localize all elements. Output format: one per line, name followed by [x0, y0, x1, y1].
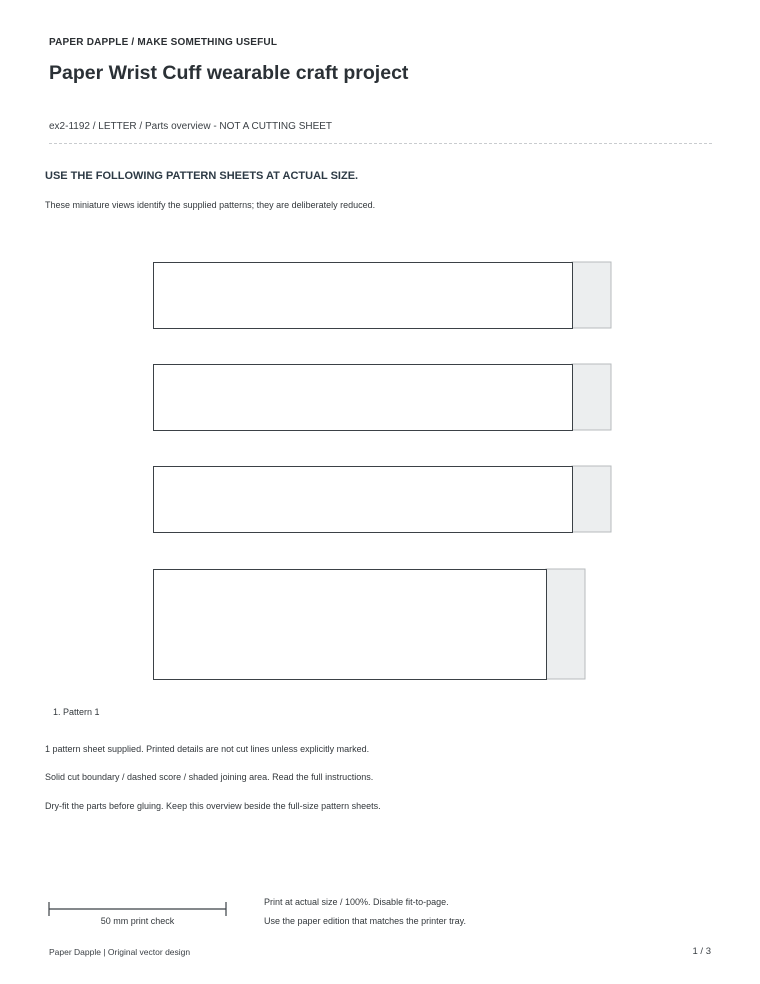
scale-check-label: 50 mm print check: [100, 916, 175, 926]
print-note-size: Print at actual size / 100%. Disable fit-to-page.: [264, 897, 449, 907]
note-sheets: 1 pattern sheet supplied. Printed details are not cut lines unless explicitly marked.: [45, 744, 370, 754]
brand-line: PAPER DAPPLE / MAKE SOMETHING USEFUL: [49, 37, 278, 48]
section-intro: These miniature views identify the supplied patterns; they are deliberately reduced.: [45, 200, 376, 210]
section-heading: USE THE FOLLOWING PATTERN SHEETS AT ACTUAL SIZE.: [45, 170, 359, 182]
page-title: Paper Wrist Cuff wearable craft project: [49, 62, 409, 84]
page-number: 1 / 3: [692, 946, 711, 957]
scale-bar: [49, 902, 226, 916]
note-lines: Solid cut boundary / dashed score / shaded joining area. Read the full instructions.: [45, 772, 374, 782]
cuff-strip-3: [154, 466, 612, 533]
print-note-paper: Use the paper edition that matches the printer tray.: [264, 916, 466, 926]
pattern-legend: 1. Pattern 1: [53, 707, 100, 717]
document-meta: ex2-1192 / LETTER / Parts overview - NOT A CUTTING SHEET: [49, 121, 333, 132]
note-dryfit: Dry-fit the parts before gluing. Keep this overview beside the full-size pattern sheets.: [45, 801, 381, 811]
cuff-strip-2: [154, 364, 612, 431]
footer-credit: Paper Dapple | Original vector design: [49, 947, 191, 957]
cuff-strip-1: [154, 262, 612, 329]
cuff-panel-4: [154, 569, 586, 680]
